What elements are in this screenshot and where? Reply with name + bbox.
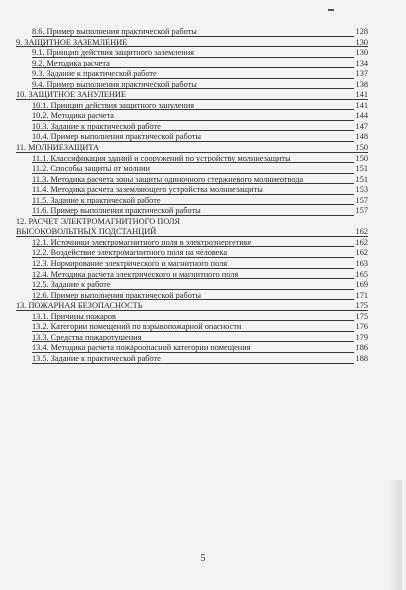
toc-entry-title: 11.1. Классификация зданий и сооружений по устройству молниезащиты [32,153,291,163]
toc-entry-page: 147 [355,121,368,131]
toc-entry-underline [32,109,354,110]
toc-entry-title: 9.4. Пример выполнения практической работы [32,79,197,89]
toc-section-entry [0,248,406,259]
toc-entry-underline [32,57,354,58]
toc-entry-page: 144 [355,111,368,121]
toc-entry-underline [32,162,354,163]
toc-chapter-entry [0,143,406,154]
toc-section-entry [0,354,406,365]
toc-entry-title: 13. ПОЖАРНАЯ БЕЗОПАСНОСТЬ [16,301,143,311]
toc-entry-page: 169 [355,280,368,290]
toc-entry-underline [32,88,354,89]
toc-entry-underline [32,341,354,342]
toc-entry-underline [32,299,354,300]
toc-entry-title: 10. ЗАЩИТНОЕ ЗАНУЛЕНИЕ [16,90,126,100]
toc-entry-underline [32,246,354,247]
toc-section-entry [0,185,406,196]
toc-entry-page: 130 [355,48,368,58]
toc-chapter-entry [0,217,406,228]
toc-entry-page: 141 [355,100,368,110]
toc-section-entry [0,154,406,165]
toc-entry-underline [32,67,354,68]
toc-entry-underline [32,183,354,184]
toc-entry-underline [32,320,354,321]
toc-entry-page: 151 [355,174,368,184]
toc-entry-underline [32,78,354,79]
toc-entry-underline [32,331,354,332]
toc-entry-title: 11. МОЛНИЕЗАЩИТА [16,143,100,153]
toc-section-entry [0,196,406,207]
toc-entry-page: 138 [355,79,368,89]
toc-section-entry [0,175,406,186]
toc-section-entry [0,333,406,344]
toc-entry-title: 12.3. Нормирование электрического и магнитного поля [32,259,228,269]
toc-entry-page: 157 [355,195,368,205]
toc-section-entry [0,111,406,122]
toc-entry-underline [16,236,368,237]
toc-section-entry [0,312,406,323]
toc-entry-title: ВЫСОКОВОЛЬТНЫХ ПОДСТАНЦИЙ [16,227,157,237]
toc-section-entry [0,280,406,291]
toc-entry-title: 13.5. Задание к практической работе [32,353,161,363]
toc-section-entry [0,322,406,333]
toc-entry-title: 11.4. Методика расчета заземляющего устройства молниезащиты [32,185,263,195]
toc-entry-title: 10.4. Пример выполнения практической работы [32,132,201,142]
toc-entry-page: 186 [355,343,368,353]
toc-entry-underline [16,99,368,100]
toc-entry-underline [32,278,354,279]
toc-entry-title: 10.1. Принцип действия защитного зануления [32,100,195,110]
toc-entry-page: 150 [355,153,368,163]
toc-entry-title: 11.6. Пример выполнения практической работы [32,206,201,216]
toc-chapter-entry [0,90,406,101]
toc-entry-underline [32,36,354,37]
toc-entry-page: 171 [355,290,368,300]
toc-entry-underline [32,352,354,353]
toc-entry-title: 10.3. Задание к практической работе [32,121,161,131]
toc-section-entry [0,69,406,80]
toc-entry-page: 153 [355,185,368,195]
toc-entry-underline [32,173,354,174]
toc-entry-page: 134 [355,58,368,68]
toc-entry-title: 9.2. Методика расчета [32,58,110,68]
toc-entry-page: 179 [355,332,368,342]
toc-section-entry [0,343,406,354]
print-mark [328,9,334,11]
toc-section-entry [0,59,406,70]
toc-entry-page: 137 [355,69,368,79]
toc-entry-title: 9.1. Принцип действия защитного заземления [32,48,194,58]
toc-section-entry [0,259,406,270]
toc-entry-page: 176 [355,322,368,332]
toc-section-entry [0,238,406,249]
toc-entry-title: 13.4. Методика расчета пожароопасной категории помещения [32,343,251,353]
toc-entry-page: 188 [355,353,368,363]
toc-entry-underline [16,152,368,153]
toc-entry-page: 128 [355,27,368,36]
toc-entry-title: 12.1. Источники электромагнитного поля в электроэнергетике [32,237,252,247]
toc-entry-title: 11.5. Задание к практической работе [32,195,161,205]
toc-section-entry [0,48,406,59]
toc-entry-page: 163 [355,259,368,269]
toc-entry-underline [32,268,354,269]
toc-entry-title: 10.2. Методика расчета [32,111,114,121]
toc-entry-underline [32,204,354,205]
toc-entry-title: 12.5. Задание к работе [32,280,111,290]
toc-entry-title: 9. ЗАЩИТНОЕ ЗАЗЕМЛЕНИЕ [16,37,128,47]
toc-entry-underline [32,257,354,258]
toc-section-entry [0,164,406,175]
toc-entry-title: 12.4. Методика расчета электрического и магнитного поля [32,269,239,279]
toc-entry-title: 11.2. Способы защиты от молнии [32,164,150,174]
toc-entry-underline [32,363,354,364]
toc-entry-page: 130 [355,37,368,47]
toc-entry-page: 175 [355,311,368,321]
toc-entry-title: 8.6. Пример выполнения практической работы [32,27,197,36]
toc-section-entry [0,122,406,133]
toc-section-entry [0,132,406,143]
toc-entry-page: 162 [355,237,368,247]
toc-chapter-entry [0,301,406,312]
toc-entry-title: 9.3. Задание к практической работе [32,69,157,79]
toc-entry-underline [32,141,354,142]
toc-chapter-entry [0,227,406,238]
toc-entry-underline [32,130,354,131]
toc-entry-underline [32,194,354,195]
toc-entry-page: 141 [355,90,368,100]
toc-chapter-entry [0,38,406,49]
toc-section-entry [0,206,406,217]
toc-entry-title: 12.6. Пример выполнения практической работы [32,290,201,300]
table-of-contents [0,27,406,365]
toc-section-entry [0,27,406,38]
toc-entry-underline [32,289,354,290]
toc-section-entry [0,291,406,302]
toc-entry-title: 13.2. Категории помещений по взрывопожарной опасности [32,322,242,332]
page-number: 5 [200,553,206,564]
toc-entry-title: 13.3. Средства пожаротушения [32,332,142,342]
toc-entry-title: 11.3. Методика расчета зоны защиты одиночного стержневого молниеотвода [32,174,304,184]
toc-entry-title: 12.2. Воздействие электромагнитного поля на человека [32,248,228,258]
toc-section-entry [0,270,406,281]
toc-entry-page: 165 [355,269,368,279]
toc-entry-underline [16,310,368,311]
toc-entry-page: 151 [355,164,368,174]
toc-entry-underline [32,215,354,216]
toc-section-entry [0,80,406,91]
toc-entry-title: 12. РАСЧЕТ ЭЛЕКТРОМАГНИТНОГО ПОЛЯ [16,216,181,226]
toc-entry-title: 13.1. Причины пожаров [32,311,116,321]
toc-entry-page: 157 [355,206,368,216]
toc-entry-underline [32,120,354,121]
page-edge-shadow [388,480,402,590]
toc-entry-page: 148 [355,132,368,142]
toc-section-entry [0,101,406,112]
toc-entry-page: 150 [355,143,368,153]
toc-entry-page: 162 [355,227,368,237]
toc-entry-page: 175 [355,301,368,311]
toc-entry-page: 162 [355,248,368,258]
toc-entry-underline [16,46,368,47]
